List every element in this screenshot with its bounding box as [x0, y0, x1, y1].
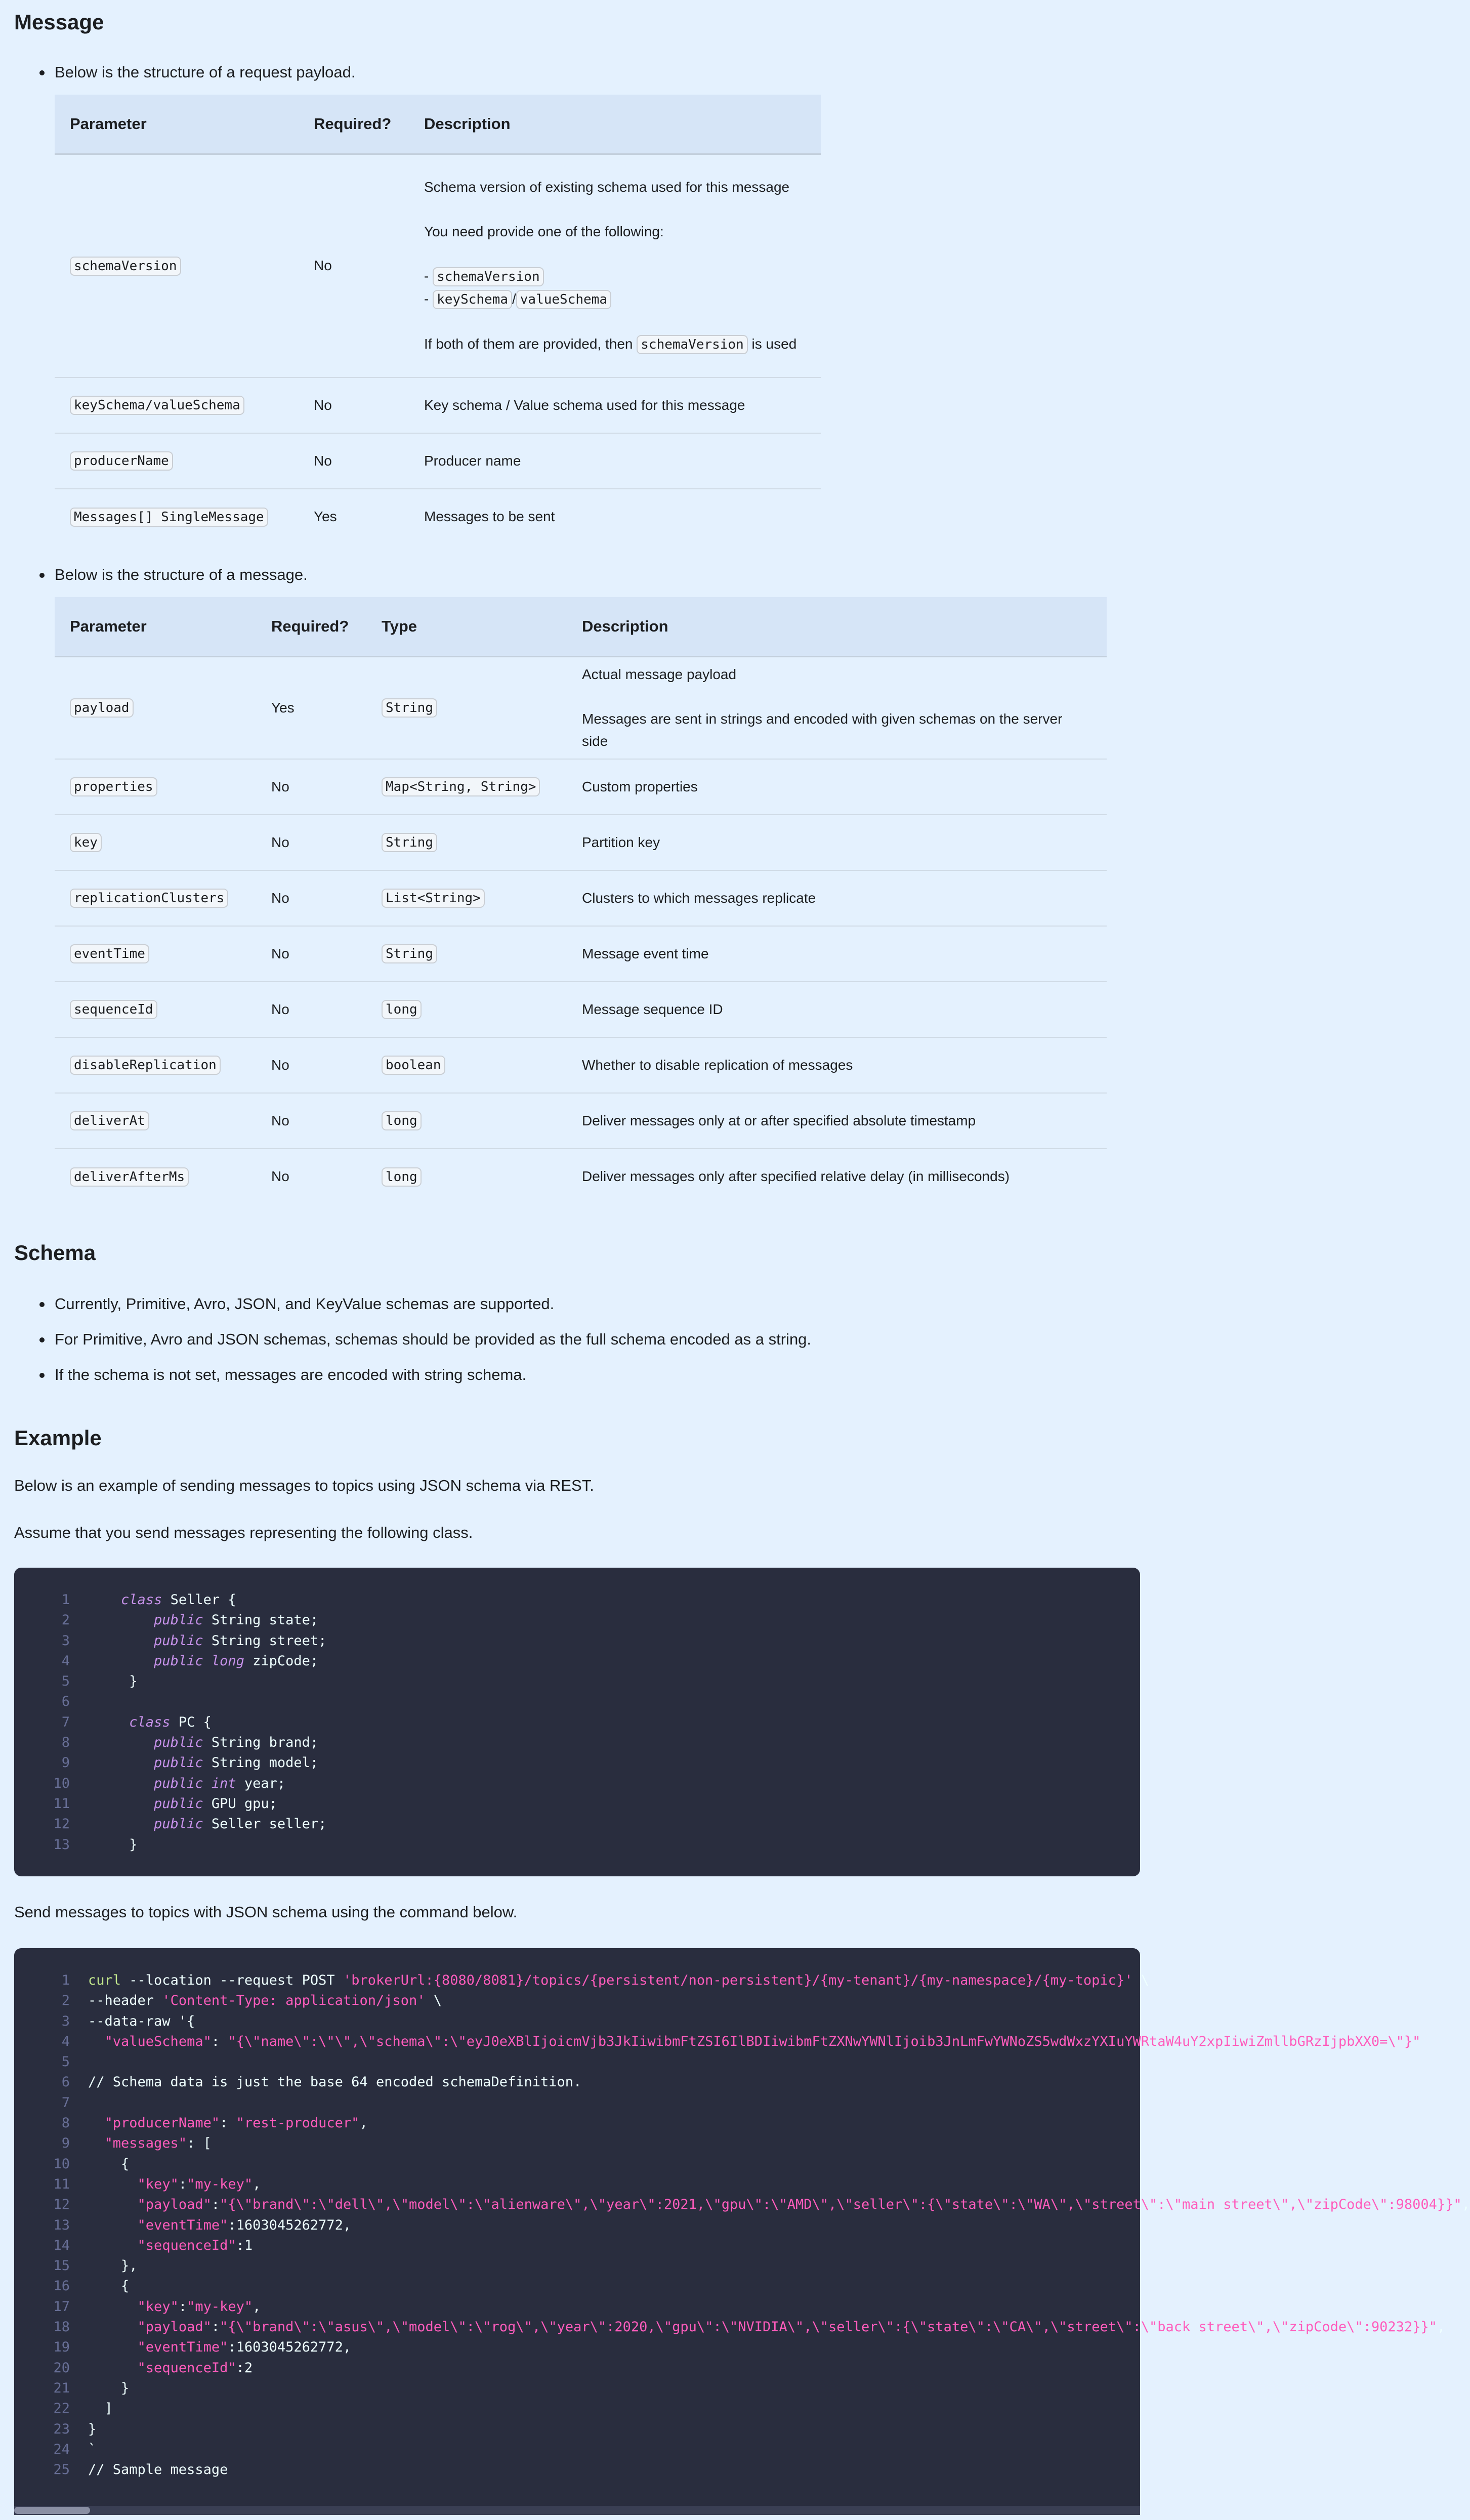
code-line [14, 1631, 1140, 1651]
table-row [55, 870, 1107, 926]
table-row [55, 1093, 1107, 1149]
line-number: 10 [53, 1775, 70, 1791]
code-token: Seller seller; [203, 1816, 327, 1832]
code-line [14, 1590, 1140, 1610]
code-token: String street; [203, 1632, 327, 1649]
table-row [55, 377, 821, 433]
line-number: 4 [61, 1653, 70, 1669]
table-row [55, 1037, 1107, 1093]
table-header-row [55, 95, 821, 154]
line-number: 25 [53, 2462, 70, 2478]
code-line [14, 1753, 1140, 1773]
code-line [14, 2195, 1470, 2215]
code-line [14, 2419, 1140, 2440]
code-line [14, 2072, 1140, 2092]
code-token: // Schema data is just the base 64 encoded schemaDefinition. [88, 2074, 582, 2090]
example-heading: Example [14, 1426, 102, 1450]
code-token: :1 [236, 2237, 253, 2253]
option-code: keySchema [433, 290, 512, 309]
code-line [14, 2236, 1140, 2256]
code-token: PC { [170, 1714, 212, 1730]
line-number: 11 [53, 1795, 70, 1812]
description-line: You need provide one of the following: [424, 223, 664, 239]
code-token [88, 1796, 154, 1812]
code-token: "key" [137, 2298, 179, 2315]
table-row [55, 926, 1107, 982]
code-token: class [129, 1714, 171, 1730]
line-number: 8 [61, 2115, 70, 2131]
code-token: : [ [187, 2135, 212, 2152]
type-code: long [382, 1111, 422, 1130]
line-number: 24 [53, 2441, 70, 2457]
table-header-row [55, 597, 1107, 657]
table-row [55, 657, 1107, 759]
code-token: , [359, 2115, 368, 2131]
description-cell [409, 154, 821, 377]
type-code: String [382, 944, 437, 963]
code-token: "payload" [137, 2197, 212, 2213]
column-header-required: Required? [256, 597, 366, 657]
param-code: deliverAt [70, 1111, 149, 1130]
description-cell: Producer name [409, 433, 821, 489]
code-token: zipCode; [244, 1653, 319, 1669]
code-token [88, 1612, 154, 1628]
code-token: : [220, 2115, 236, 2131]
description-cell: Message event time [567, 926, 1107, 982]
description-cell: Deliver messages only at or after specified absolute timestamp [567, 1093, 1107, 1149]
code-token: "valueSchema" [104, 2033, 212, 2049]
line-number: 22 [53, 2401, 70, 2417]
code-block-curl-command [14, 1948, 1470, 2515]
code-token: GPU gpu; [203, 1795, 277, 1812]
type-code: Map<String, String> [382, 777, 540, 796]
code-token [88, 1776, 154, 1791]
required-cell: No [271, 1168, 289, 1184]
code-line [14, 1692, 1140, 1712]
code-block-java-class [14, 1568, 1140, 1876]
code-token: , [1461, 2197, 1470, 2213]
code-token: public [154, 1775, 203, 1791]
column-header-type: Type [366, 597, 567, 657]
description-cell: Custom properties [567, 759, 1107, 815]
line-number: 9 [61, 1755, 70, 1771]
code-token: public [154, 1755, 203, 1771]
description-cell: Deliver messages only after specified relative delay (in milliseconds) [582, 1168, 1010, 1184]
code-token [203, 1653, 212, 1669]
code-line [14, 1835, 1140, 1855]
code-token: year; [236, 1775, 286, 1791]
required-cell: Yes [314, 509, 337, 524]
table-row [55, 1149, 1107, 1204]
request-payload-table [55, 95, 821, 544]
code-token: public [154, 1795, 203, 1812]
line-number: 1 [61, 1972, 70, 1988]
option-code: schemaVersion [637, 335, 748, 354]
required-cell: Yes [256, 657, 366, 759]
line-number: 23 [53, 2421, 70, 2437]
code-token: "{\"brand\":\"asus\",\"model\":\"rog\",\"year\":2020,\"gpu\":\"NVIDIA\",\"seller\":{\"state\":\"CA\",\"street\":\"back street\",\"zipCode\":90232}}" [220, 2319, 1437, 2335]
line-number: 1 [61, 1592, 70, 1608]
code-token: :2 [236, 2360, 253, 2376]
code-token: public [154, 1735, 203, 1751]
code-token: , [253, 2176, 261, 2192]
code-token: : [211, 2033, 228, 2049]
code-token: Seller { [162, 1592, 236, 1608]
horizontal-scrollbar[interactable] [14, 2506, 1140, 2515]
line-number: 13 [53, 2217, 70, 2233]
code-token: "my-key" [187, 2176, 253, 2192]
line-number: 13 [53, 1836, 70, 1853]
line-number: 11 [53, 2176, 70, 2192]
required-cell: No [256, 982, 366, 1037]
param-code: key [70, 833, 102, 852]
code-token [88, 2339, 138, 2355]
option-code: schemaVersion [433, 267, 544, 286]
code-token: "eventTime" [137, 2339, 228, 2356]
table-row [55, 759, 1107, 815]
code-token: String state; [203, 1612, 319, 1628]
param-code: deliverAfterMs [70, 1167, 189, 1187]
line-number: 20 [53, 2360, 70, 2376]
code-line [14, 2256, 1140, 2276]
description-cell [567, 657, 1107, 759]
code-token: 'brokerUrl:{8080/8081}/topics/{persistent/non-persistent}/{my-tenant}/{my-namespace}/{my-topic}' [343, 1972, 1133, 1988]
code-token: \ [1132, 1972, 1149, 1988]
description-line: Actual message payload [582, 666, 737, 682]
code-token [88, 1755, 154, 1771]
code-token: public [154, 1632, 203, 1649]
code-line [14, 2174, 1140, 2195]
code-token: :1603045262772, [228, 2217, 352, 2233]
code-token [88, 1735, 154, 1750]
list-item: For Primitive, Avro and JSON schemas, schemas should be provided as the full schema encoded as a string. [30, 1330, 811, 1349]
code-line [14, 2154, 1140, 2174]
column-header-parameter: Parameter [55, 597, 256, 657]
code-token: } [88, 1836, 138, 1853]
line-number: 10 [53, 2156, 70, 2172]
code-line [14, 1794, 1140, 1814]
code-token: --header [88, 1993, 162, 2009]
column-header-description: Description [409, 95, 821, 154]
param-code: Messages[] SingleMessage [70, 508, 268, 527]
code-token [88, 1592, 121, 1608]
table-row [55, 982, 1107, 1037]
message-intro-list [30, 565, 308, 584]
table-row [55, 815, 1107, 870]
code-token: "rest-producer" [236, 2115, 360, 2131]
code-token: class [121, 1592, 162, 1608]
param-code: replicationClusters [70, 889, 228, 908]
code-token: --location --request POST [121, 1972, 343, 1988]
line-number: 2 [61, 1993, 70, 2009]
type-code: String [382, 698, 437, 718]
code-line [14, 2358, 1140, 2378]
line-number: 7 [61, 1714, 70, 1730]
table-row [55, 433, 821, 489]
code-lines [14, 1568, 1140, 1855]
code-line [14, 1712, 1140, 1733]
line-number: 15 [53, 2258, 70, 2274]
code-token: "{\"name\":\"\",\"schema\":\"eyJ0eXBlIjoicmVjb3JkIiwibmFtZSI6IlBDIiwibmFtZXNwYWNlIjoib3JnLmFwYWNoZS5wdWxzYXIuYWRtaW4uY2xpIiwiZmllbGRzIjpbXX0=\"}" [228, 2033, 1421, 2049]
code-token [88, 1633, 154, 1649]
description-cell: Messages to be sent [424, 509, 555, 524]
code-token [88, 2135, 105, 2151]
list-item: Currently, Primitive, Avro, JSON, and KeyValue schemas are supported. [30, 1294, 811, 1314]
code-line [14, 2052, 1140, 2072]
option-line: - schemaVersion [424, 265, 806, 288]
example-paragraph: Send messages to topics with JSON schema using the command below. [14, 1903, 518, 1921]
code-token: } [88, 2380, 130, 2396]
line-number: 3 [61, 1632, 70, 1649]
code-token: :1603045262772, [228, 2339, 352, 2356]
code-token: { [88, 2156, 130, 2172]
type-code: boolean [382, 1056, 445, 1075]
code-token: ] [88, 2401, 113, 2417]
code-line [14, 2440, 1140, 2460]
table-row [55, 489, 821, 544]
param-code: payload [70, 698, 134, 718]
description-line: If both of them are provided, then schemaVersion is used [424, 333, 806, 356]
example-paragraph: Below is an example of sending messages to topics using JSON schema via REST. [14, 1477, 594, 1494]
code-token: public [154, 1816, 203, 1832]
required-cell: No [256, 1037, 366, 1093]
code-token [88, 1816, 154, 1832]
code-token: : [178, 2298, 187, 2315]
line-number: 8 [61, 1735, 70, 1751]
code-token: "eventTime" [137, 2217, 228, 2233]
line-number: 5 [61, 2054, 70, 2070]
type-code: long [382, 1167, 422, 1187]
line-number: 12 [53, 1816, 70, 1832]
code-token: String brand; [203, 1735, 319, 1751]
schema-list [30, 1294, 811, 1384]
type-code: long [382, 1000, 422, 1019]
code-line [14, 2317, 1446, 2337]
line-number: 14 [53, 2237, 70, 2253]
column-header-parameter: Parameter [55, 95, 299, 154]
code-token: } [88, 2421, 97, 2437]
code-line [14, 1610, 1140, 1630]
code-token: --data-raw '{ [88, 2013, 195, 2029]
code-token: : [211, 2197, 220, 2213]
code-token: int [211, 1775, 236, 1791]
code-token: "key" [137, 2176, 179, 2192]
code-token: ` [88, 2441, 97, 2457]
code-token: curl [88, 1972, 121, 1988]
code-line [14, 1733, 1140, 1753]
type-code: String [382, 833, 437, 852]
code-token [88, 2217, 138, 2233]
line-number: 16 [53, 2278, 70, 2294]
line-number: 18 [53, 2319, 70, 2335]
code-line [14, 1651, 1140, 1671]
description-cell: Message sequence ID [567, 982, 1107, 1037]
line-number: 7 [61, 2094, 70, 2111]
param-code: properties [70, 777, 157, 796]
payload-intro-list [30, 63, 356, 82]
column-header-required: Required? [299, 95, 409, 154]
required-cell: No [256, 759, 366, 815]
code-token: 'Content-Type: application/json' [162, 1993, 426, 2009]
column-header-description: Description [567, 597, 1107, 657]
code-line [14, 2378, 1140, 2399]
code-token: \ [425, 1993, 442, 2009]
type-code: List<String> [382, 889, 485, 908]
required-cell: No [299, 154, 409, 377]
code-line [14, 2337, 1140, 2358]
required-cell: No [256, 815, 366, 870]
code-line [14, 2276, 1140, 2296]
code-token [88, 2197, 138, 2212]
option-code: valueSchema [516, 290, 611, 309]
description-cell: Key schema / Value schema used for this message [409, 377, 821, 433]
code-token: public [154, 1612, 203, 1628]
line-number: 17 [53, 2298, 70, 2315]
message-structure-table [55, 597, 1107, 1204]
line-number: 2 [61, 1612, 70, 1628]
code-token: "messages" [104, 2135, 187, 2152]
list-item: Below is the structure of a message. [30, 565, 308, 584]
code-token: , [1437, 2319, 1446, 2335]
code-token: , [253, 2298, 261, 2315]
line-number: 12 [53, 2197, 70, 2213]
line-number: 19 [53, 2339, 70, 2356]
code-token: { [88, 2278, 130, 2294]
line-number: 6 [61, 2074, 70, 2090]
line-number: 6 [61, 1694, 70, 1710]
code-token: "sequenceId" [137, 2237, 236, 2253]
table-row [55, 154, 821, 377]
code-line [14, 2215, 1140, 2236]
required-cell: No [256, 926, 366, 982]
code-line [14, 1991, 1140, 2011]
code-token [88, 2299, 138, 2315]
code-token: "my-key" [187, 2298, 253, 2315]
code-token: }, [88, 2258, 138, 2274]
code-token [88, 2034, 105, 2049]
code-line [14, 2093, 1140, 2113]
code-line [14, 2399, 1140, 2419]
code-line [14, 1970, 1149, 1991]
code-line [14, 2460, 1140, 2480]
code-token: : [178, 2176, 187, 2192]
code-token [88, 1714, 129, 1730]
message-heading: Message [14, 10, 104, 34]
description-cell: Whether to disable replication of messages [567, 1037, 1107, 1093]
code-line [14, 1774, 1140, 1794]
description-cell: Partition key [567, 815, 1107, 870]
code-token: : [211, 2319, 220, 2335]
code-token: long [211, 1653, 244, 1669]
code-token [88, 2319, 138, 2335]
description-cell: Clusters to which messages replicate [567, 870, 1107, 926]
required-cell: No [256, 870, 366, 926]
param-code: schemaVersion [70, 257, 181, 276]
code-token: } [88, 1673, 138, 1690]
list-item: If the schema is not set, messages are encoded with string schema. [30, 1365, 811, 1384]
line-number: 9 [61, 2135, 70, 2152]
code-token [88, 2176, 138, 2192]
scrollbar-thumb[interactable] [14, 2507, 90, 2514]
code-token [88, 1653, 154, 1669]
code-token [203, 1776, 212, 1791]
code-line [14, 2297, 1140, 2317]
param-code: producerName [70, 451, 173, 471]
option-line: - keySchema / valueSchema [424, 288, 806, 311]
line-number: 21 [53, 2380, 70, 2396]
list-item: Below is the structure of a request payload. [30, 63, 356, 82]
code-token: "producerName" [104, 2115, 220, 2131]
required-cell: No [256, 1093, 366, 1149]
param-code: sequenceId [70, 1000, 157, 1019]
description-line: Schema version of existing schema used for this message [424, 179, 790, 195]
code-line [14, 2133, 1140, 2154]
code-line [14, 2113, 1140, 2133]
schema-heading: Schema [14, 1241, 96, 1265]
line-number: 3 [61, 2013, 70, 2029]
code-token: // Sample message [88, 2462, 228, 2478]
code-token: "payload" [137, 2319, 212, 2335]
code-token: "{\"brand\":\"dell\",\"model\":\"alienware\",\"year\":2021,\"gpu\":\"AMD\",\"seller\":{\"state\":\"WA\",\"street\":\"main street\",\"zipCode\":98004}}" [220, 2197, 1462, 2213]
line-number: 4 [61, 2033, 70, 2049]
description-line: Messages are sent in strings and encoded with given schemas on the server side [582, 710, 1063, 749]
line-number: 5 [61, 1673, 70, 1690]
required-cell: No [299, 433, 409, 489]
code-token [88, 2360, 138, 2376]
code-token: public [154, 1653, 203, 1669]
code-token [88, 2115, 105, 2131]
code-token: String model; [203, 1755, 319, 1771]
param-code: keySchema/valueSchema [70, 396, 244, 415]
code-line [14, 2032, 1421, 2052]
code-lines [14, 1948, 1470, 2480]
required-cell: No [299, 377, 409, 433]
param-code: disableReplication [70, 1056, 221, 1075]
example-paragraph: Assume that you send messages representing the following class. [14, 1524, 473, 1541]
param-code: eventTime [70, 944, 149, 963]
code-line [14, 1814, 1140, 1834]
code-token [88, 2238, 138, 2253]
code-token: "sequenceId" [137, 2360, 236, 2376]
code-line [14, 1671, 1140, 1692]
code-line [14, 2011, 1140, 2032]
